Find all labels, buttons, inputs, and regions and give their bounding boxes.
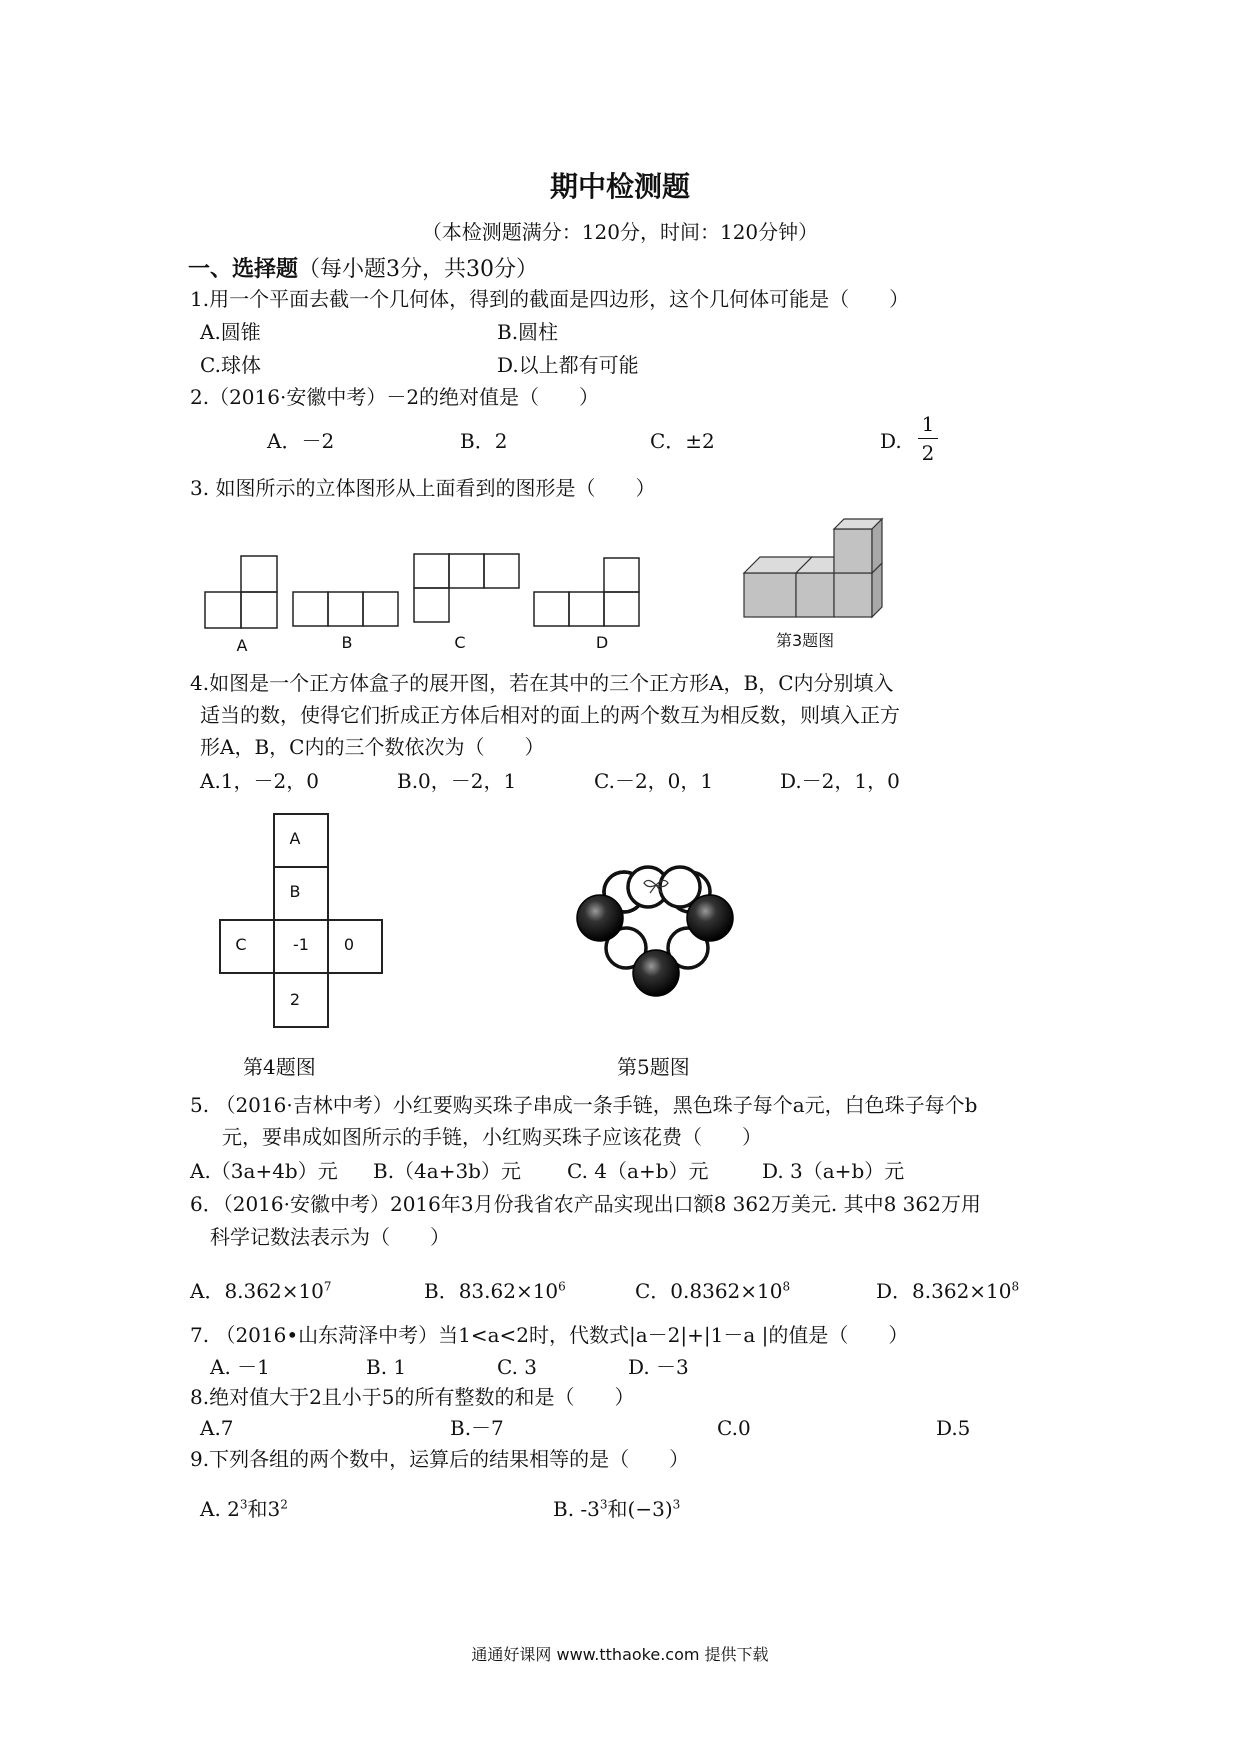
black-bead: [577, 895, 623, 941]
q4-line-2: 适当的数，使得它们折成正方体后相对的面上的两个数互为相反数，则填入正方: [200, 703, 900, 727]
q8-option-a: A.7: [200, 1416, 234, 1440]
q6-option-d: D．$8.362\times 10^8$: [876, 1279, 1020, 1303]
q4-option-b: B.0，－2，1: [397, 769, 517, 793]
q6-option-a: A．$8.362\times 10^7$: [190, 1279, 332, 1303]
q9-option-a: A. $2^3$和$3^2$: [200, 1497, 288, 1521]
q7-stem: 7. （2016•山东菏泽中考）当1<a<2时，代数式|a－2|+|1－a |的值是（ ）: [190, 1323, 909, 1347]
section-name: 一、选择题: [188, 256, 299, 282]
q8-option-c: C.0: [717, 1416, 751, 1440]
q1-option-a: A.圆锥: [200, 320, 261, 344]
q6-line-1: 6．（2016·安徽中考）2016年3月份我省农产品实现出口额8 362万美元. 其中8 362万用: [190, 1192, 981, 1216]
net-cell-c: C: [235, 935, 247, 954]
net-cell-two: 2: [289, 990, 301, 1009]
net-cell-b: B: [289, 882, 301, 901]
fraction-denominator: 2: [921, 441, 935, 465]
q4-caption: 第4题图: [243, 1055, 316, 1079]
q5-option-d: D. 3（a+b）元: [762, 1159, 905, 1183]
q9-option-b: B. $-3^3$和$(-3)^3$: [553, 1497, 681, 1521]
q7-option-a: A. －1: [210, 1355, 270, 1379]
q1-option-c: C.球体: [200, 353, 261, 377]
q8-option-d: D.5: [936, 1416, 971, 1440]
section-note: （每小题3分，共30分）: [298, 257, 539, 282]
q4-option-c: C.－2，0，1: [594, 769, 714, 793]
q5-caption: 第5题图: [617, 1055, 690, 1079]
black-bead: [687, 895, 733, 941]
q3-label-a: A: [236, 636, 248, 655]
q4-line-1: 4.如图是一个正方体盒子的展开图，若在其中的三个正方形A，B，C内分别填入: [190, 671, 894, 695]
q6-option-b: B．$83.62\times 10^6$: [424, 1279, 566, 1303]
q9-stem: 9.下列各组的两个数中，运算后的结果相等的是（ ）: [190, 1447, 690, 1471]
q2-option-b: B．2: [460, 429, 508, 453]
page-title: 期中检测题: [549, 170, 690, 203]
q3-label-c: C: [454, 633, 466, 652]
q2-option-d: D.: [880, 429, 902, 453]
black-bead: [633, 950, 679, 996]
q8-stem: 8.绝对值大于2且小于5的所有整数的和是（ ）: [190, 1385, 635, 1409]
q1-option-b: B.圆柱: [497, 320, 559, 344]
q3-caption: 第3题图: [776, 631, 835, 650]
q4-line-3: 形A，B，C内的三个数依次为（ ）: [200, 735, 545, 759]
net-cell-zero: 0: [343, 935, 355, 954]
q5-option-a: A.（3a+4b）元: [190, 1159, 338, 1183]
q5-line-1: 5. （2016·吉林中考）小红要购买珠子串成一条手链，黑色珠子每个a元，白色珠子每个b: [190, 1093, 978, 1117]
q2-stem: 2.（2016·安徽中考）－2的绝对值是（ ）: [190, 385, 600, 409]
q1-stem: 1.用一个平面去截一个几何体，得到的截面是四边形，这个几何体可能是（ ）: [190, 287, 910, 311]
net-cell-minus-one: -1: [293, 935, 309, 954]
q2-option-a: A．－2: [267, 429, 335, 453]
q4-option-a: A.1，－2，0: [200, 769, 319, 793]
footer: 通通好课网 www.tthaoke.com 提供下载: [471, 1645, 769, 1664]
q1-option-d: D.以上都有可能: [497, 353, 639, 377]
subtitle: （本检测题满分：120分，时间：120分钟）: [421, 220, 819, 244]
q7-option-d: D. －3: [628, 1355, 689, 1379]
q4-option-d: D.－2，1，0: [780, 769, 900, 793]
q3-label-b: B: [341, 633, 353, 652]
q5-line-2: 元，要串成如图所示的手链，小红购买珠子应该花费（ ）: [222, 1125, 762, 1149]
q5-option-c: C. 4（a+b）元: [567, 1159, 709, 1183]
fraction-numerator: 1: [921, 412, 935, 436]
q2-option-c: C．±2: [650, 429, 715, 453]
q6-line-2: 科学记数法表示为（ ）: [210, 1225, 450, 1249]
q7-option-b: B. 1: [366, 1355, 407, 1379]
q3-label-d: D: [595, 633, 609, 652]
q6-option-c: C．$0.8362\times 10^8$: [635, 1279, 791, 1303]
q5-option-b: B.（4a+3b）元: [373, 1159, 521, 1183]
q3-stem: 3. 如图所示的立体图形从上面看到的图形是（ ）: [190, 476, 656, 500]
q8-option-b: B.－7: [450, 1416, 504, 1440]
net-cell-a: A: [289, 829, 301, 848]
q7-option-c: C. 3: [497, 1355, 538, 1379]
